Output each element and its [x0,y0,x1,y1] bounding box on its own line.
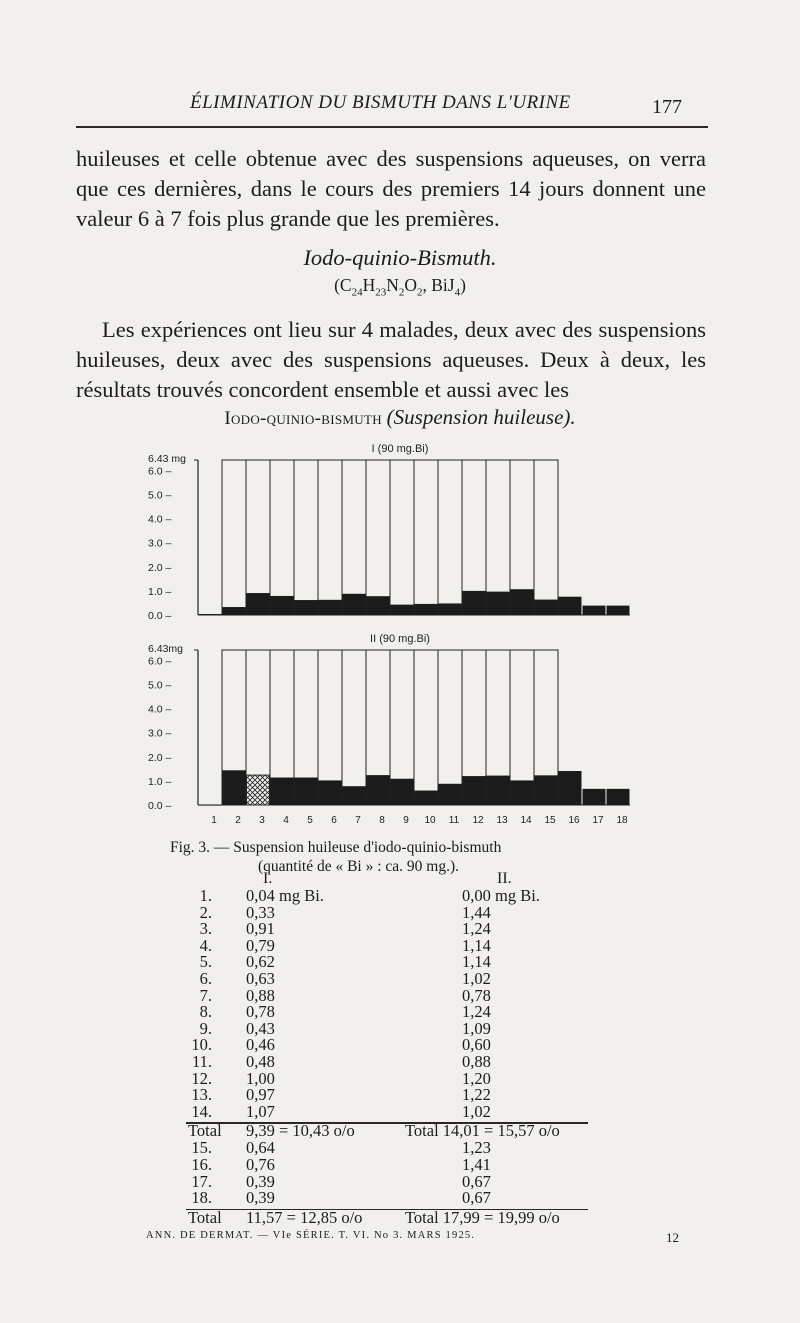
data-bar [319,780,342,805]
table-row [0,1101,800,1121]
data-bar [199,614,222,615]
outline-column [438,650,462,805]
row-number: 14. [191,1101,212,1121]
x-tick-label: 9 [403,815,409,826]
chart-i [148,443,630,622]
value-series-ii: 0,00 mg Bi. [462,886,540,905]
x-tick-label: 8 [379,815,385,826]
y-tick-label: 5.0 – [148,679,172,692]
table-total-row [0,1123,800,1140]
y-tick-label: 5.0 – [148,489,172,502]
data-bar [223,770,246,805]
data-bar [271,596,294,615]
total-label: Total [188,1207,222,1227]
data-bar [343,786,366,805]
data-bar [439,784,462,805]
table-row [0,1018,800,1038]
y-tick-label: 1.0 – [148,585,172,598]
row-number: 17. [191,1171,212,1191]
data-bar [439,603,462,615]
data-bar [223,607,246,615]
data-bar [319,600,342,615]
row-number: 12. [191,1068,212,1088]
x-tick-label: 17 [592,815,604,826]
row-number: 6. [199,969,212,988]
x-tick-label: 6 [331,815,337,826]
row-number: 1. [199,886,212,905]
outline-column [342,650,366,805]
table-row [0,935,800,955]
value-series-ii: 0,88 [462,1052,491,1071]
data-bar [487,776,510,805]
row-number: 18. [191,1188,212,1208]
outline-column [318,460,342,615]
total-label: Total [188,1121,222,1141]
table-row [0,971,800,988]
value-series-i: 0,78 [246,1002,275,1022]
y-tick-label: 3.0 – [148,537,172,550]
value-series-i: 0,97 [246,1085,275,1105]
table-row [0,1140,800,1157]
data-bar [391,779,414,805]
outline-column [222,460,246,615]
total-series-i: 9,39 = 10,43 o/o [246,1121,355,1141]
x-tick-label: 15 [544,815,556,826]
chart-ii [148,633,630,826]
y-tick-label: 2.0 – [148,561,172,574]
x-tick-label: 12 [472,815,484,826]
chart-title: II (90 mg.Bi) [370,633,430,645]
total-series-ii: Total 17,99 = 19,99 o/o [405,1207,560,1227]
data-bar [391,605,414,615]
data-bar [487,592,510,615]
figure-heading-subtitle: (Suspension huileuse). [386,405,576,429]
table-row [0,921,800,938]
x-tick-label: 1 [211,815,217,826]
figure-heading [0,405,800,430]
value-series-ii: 1,02 [462,969,491,988]
y-tick-label: 4.0 – [148,513,172,526]
y-tick-label: 4.0 – [148,703,172,716]
data-bar [607,606,630,615]
outline-column [342,460,366,615]
value-series-i: 0,43 [246,1018,275,1038]
row-number: 9. [199,1018,212,1038]
row-number: 8. [199,1002,212,1022]
figure-caption [170,838,630,876]
data-bar [535,775,558,805]
data-bar [583,606,606,615]
data-bar [559,597,582,615]
x-tick-label: 4 [283,815,289,826]
table-row [0,954,800,971]
data-bar [247,775,270,805]
value-series-ii: 1,02 [462,1101,491,1121]
page-number: 177 [652,96,682,118]
value-series-i: 0,64 [246,1138,275,1158]
row-number: 4. [199,935,212,955]
data-bar [583,789,606,805]
outline-column [414,460,438,615]
data-bar [199,805,222,806]
caption-line-1: Fig. 3. — Suspension huileuse d'iodo-quinio-bismuth [170,839,502,856]
data-bar [343,594,366,615]
table-row [0,1068,800,1088]
value-series-i: 0,63 [246,969,275,988]
table-row [0,1054,800,1071]
outline-column [270,460,294,615]
value-series-ii: 0,67 [462,1188,491,1208]
data-bar [367,596,390,615]
table-col2-head: II. [497,870,512,887]
data-bar [607,789,630,805]
value-series-ii: 1,14 [462,935,491,955]
value-series-i: 0,46 [246,1035,275,1055]
data-bar [367,775,390,805]
y-tick-label: 0.0 – [148,610,172,622]
value-series-ii: 1,41 [462,1155,491,1174]
y-tick-label: 0.0 – [148,800,172,812]
value-series-i: 0,79 [246,935,275,955]
row-number: 10. [191,1035,212,1055]
outline-column [414,650,438,805]
value-series-i: 1,00 [246,1068,275,1088]
data-bar [271,778,294,805]
data-bar [511,780,534,805]
x-tick-label: 3 [259,815,265,826]
data-bar [511,589,534,615]
y-top-label: 6.43 mg [148,453,186,465]
value-series-ii: 0,67 [462,1171,491,1191]
table-col1-head: I. [263,870,273,887]
value-series-i: 0,91 [246,919,275,939]
total-series-i: 11,57 = 12,85 o/o [246,1207,363,1227]
value-series-i: 0,88 [246,985,275,1005]
x-tick-label: 18 [616,815,628,826]
value-series-ii: 1,09 [462,1018,491,1038]
figure-charts [0,430,800,830]
data-bar [463,776,486,805]
row-number: 11. [191,1052,212,1071]
row-number: 13. [191,1085,212,1105]
value-series-i: 0,76 [246,1155,275,1174]
chart-title: I (90 mg.Bi) [371,443,429,455]
outline-column [390,460,414,615]
table-total-row [0,1207,800,1227]
value-series-ii: 1,20 [462,1068,491,1088]
x-tick-label: 16 [568,815,580,826]
x-tick-label: 13 [496,815,508,826]
x-tick-label: 11 [448,815,460,826]
paragraph-intro: huileuses et celle obtenue avec des suspensions aqueuses, on verra que ces dernières, dans le cours des premiers 14 jours donnent une valeur 6 à 7 fois plus grande que les premières. [76,146,706,231]
signature-folio: 12 [666,1230,679,1245]
outline-column [366,460,390,615]
value-series-ii: 1,24 [462,1002,491,1022]
data-bar [415,791,438,805]
outline-column [438,460,462,615]
x-tick-label: 14 [520,815,532,826]
x-tick-label: 2 [235,815,241,826]
data-bar [247,593,270,615]
row-number: 16. [191,1155,212,1174]
value-series-ii: 1,24 [462,919,491,939]
outline-column [246,460,270,615]
table-row [0,1171,800,1191]
data-bar [415,604,438,615]
x-tick-label: 7 [355,815,361,826]
paragraph-experiments: Les expériences ont lieu sur 4 malades, deux avec des suspensions huileuses, deux avec des suspensions aqueuses. Deux à deux, les résultats trouvés concordent ensemble et aussi avec les [76,317,706,402]
value-series-i: 0,33 [246,902,275,922]
value-series-i: 1,07 [246,1101,275,1121]
outline-column [294,460,318,615]
table-row [0,1037,800,1054]
figure-heading-title: Iodo-quinio-bismuth [224,408,382,429]
caption-line-2: (quantité de « Bi » : ca. 90 mg.). [258,858,460,875]
x-tick-label: 10 [424,815,436,826]
table-row [0,1087,800,1104]
section-title: Iodo-quinio-Bismuth. [303,245,497,270]
value-series-i: 0,62 [246,952,275,972]
running-head: ÉLIMINATION DU BISMUTH DANS L'URINE [190,92,571,113]
data-bar [535,600,558,615]
y-tick-label: 3.0 – [148,727,172,740]
chemical-formula: ($C_{24}H_{23}N_2O_2$, BiJ$_4$) [334,275,466,299]
table-row [0,1004,800,1021]
row-number: 15. [191,1138,212,1158]
data-bar [295,778,318,805]
x-tick-label: 5 [307,815,313,826]
y-tick-label: 6.0 – [148,655,172,668]
row-number: 2. [199,902,212,922]
value-series-i: 0,04 mg Bi. [246,886,324,905]
value-series-ii: 0,60 [462,1035,491,1055]
journal-footer: ANN. DE DERMAT. — VIe SÉRIE. T. VI. No 3. MARS 1925. [146,1230,476,1241]
data-bar [463,591,486,615]
value-series-i: 0,39 [246,1171,275,1191]
value-series-ii: 1,14 [462,952,491,972]
table-row [0,1190,800,1207]
header-rule [76,126,708,128]
data-bar [559,771,582,805]
table-row [0,1157,800,1174]
value-series-ii: 1,23 [462,1138,491,1158]
table-row [0,902,800,922]
value-series-i: 0,48 [246,1052,275,1071]
value-series-ii: 0,78 [462,985,491,1005]
y-tick-label: 2.0 – [148,751,172,764]
table-row [0,888,800,905]
row-number: 3. [199,919,212,939]
value-series-ii: 1,44 [462,902,491,922]
value-series-i: 0,39 [246,1188,275,1208]
row-number: 5. [199,952,212,972]
row-number: 7. [199,985,212,1005]
table-row [0,985,800,1005]
y-top-label: 6.43mg [148,643,184,655]
value-series-ii: 1,22 [462,1085,491,1105]
y-tick-label: 1.0 – [148,775,172,788]
y-tick-label: 6.0 – [148,465,172,478]
data-bar [295,600,318,615]
outline-column [534,460,558,615]
total-series-ii: Total 14,01 = 15,57 o/o [405,1121,560,1141]
